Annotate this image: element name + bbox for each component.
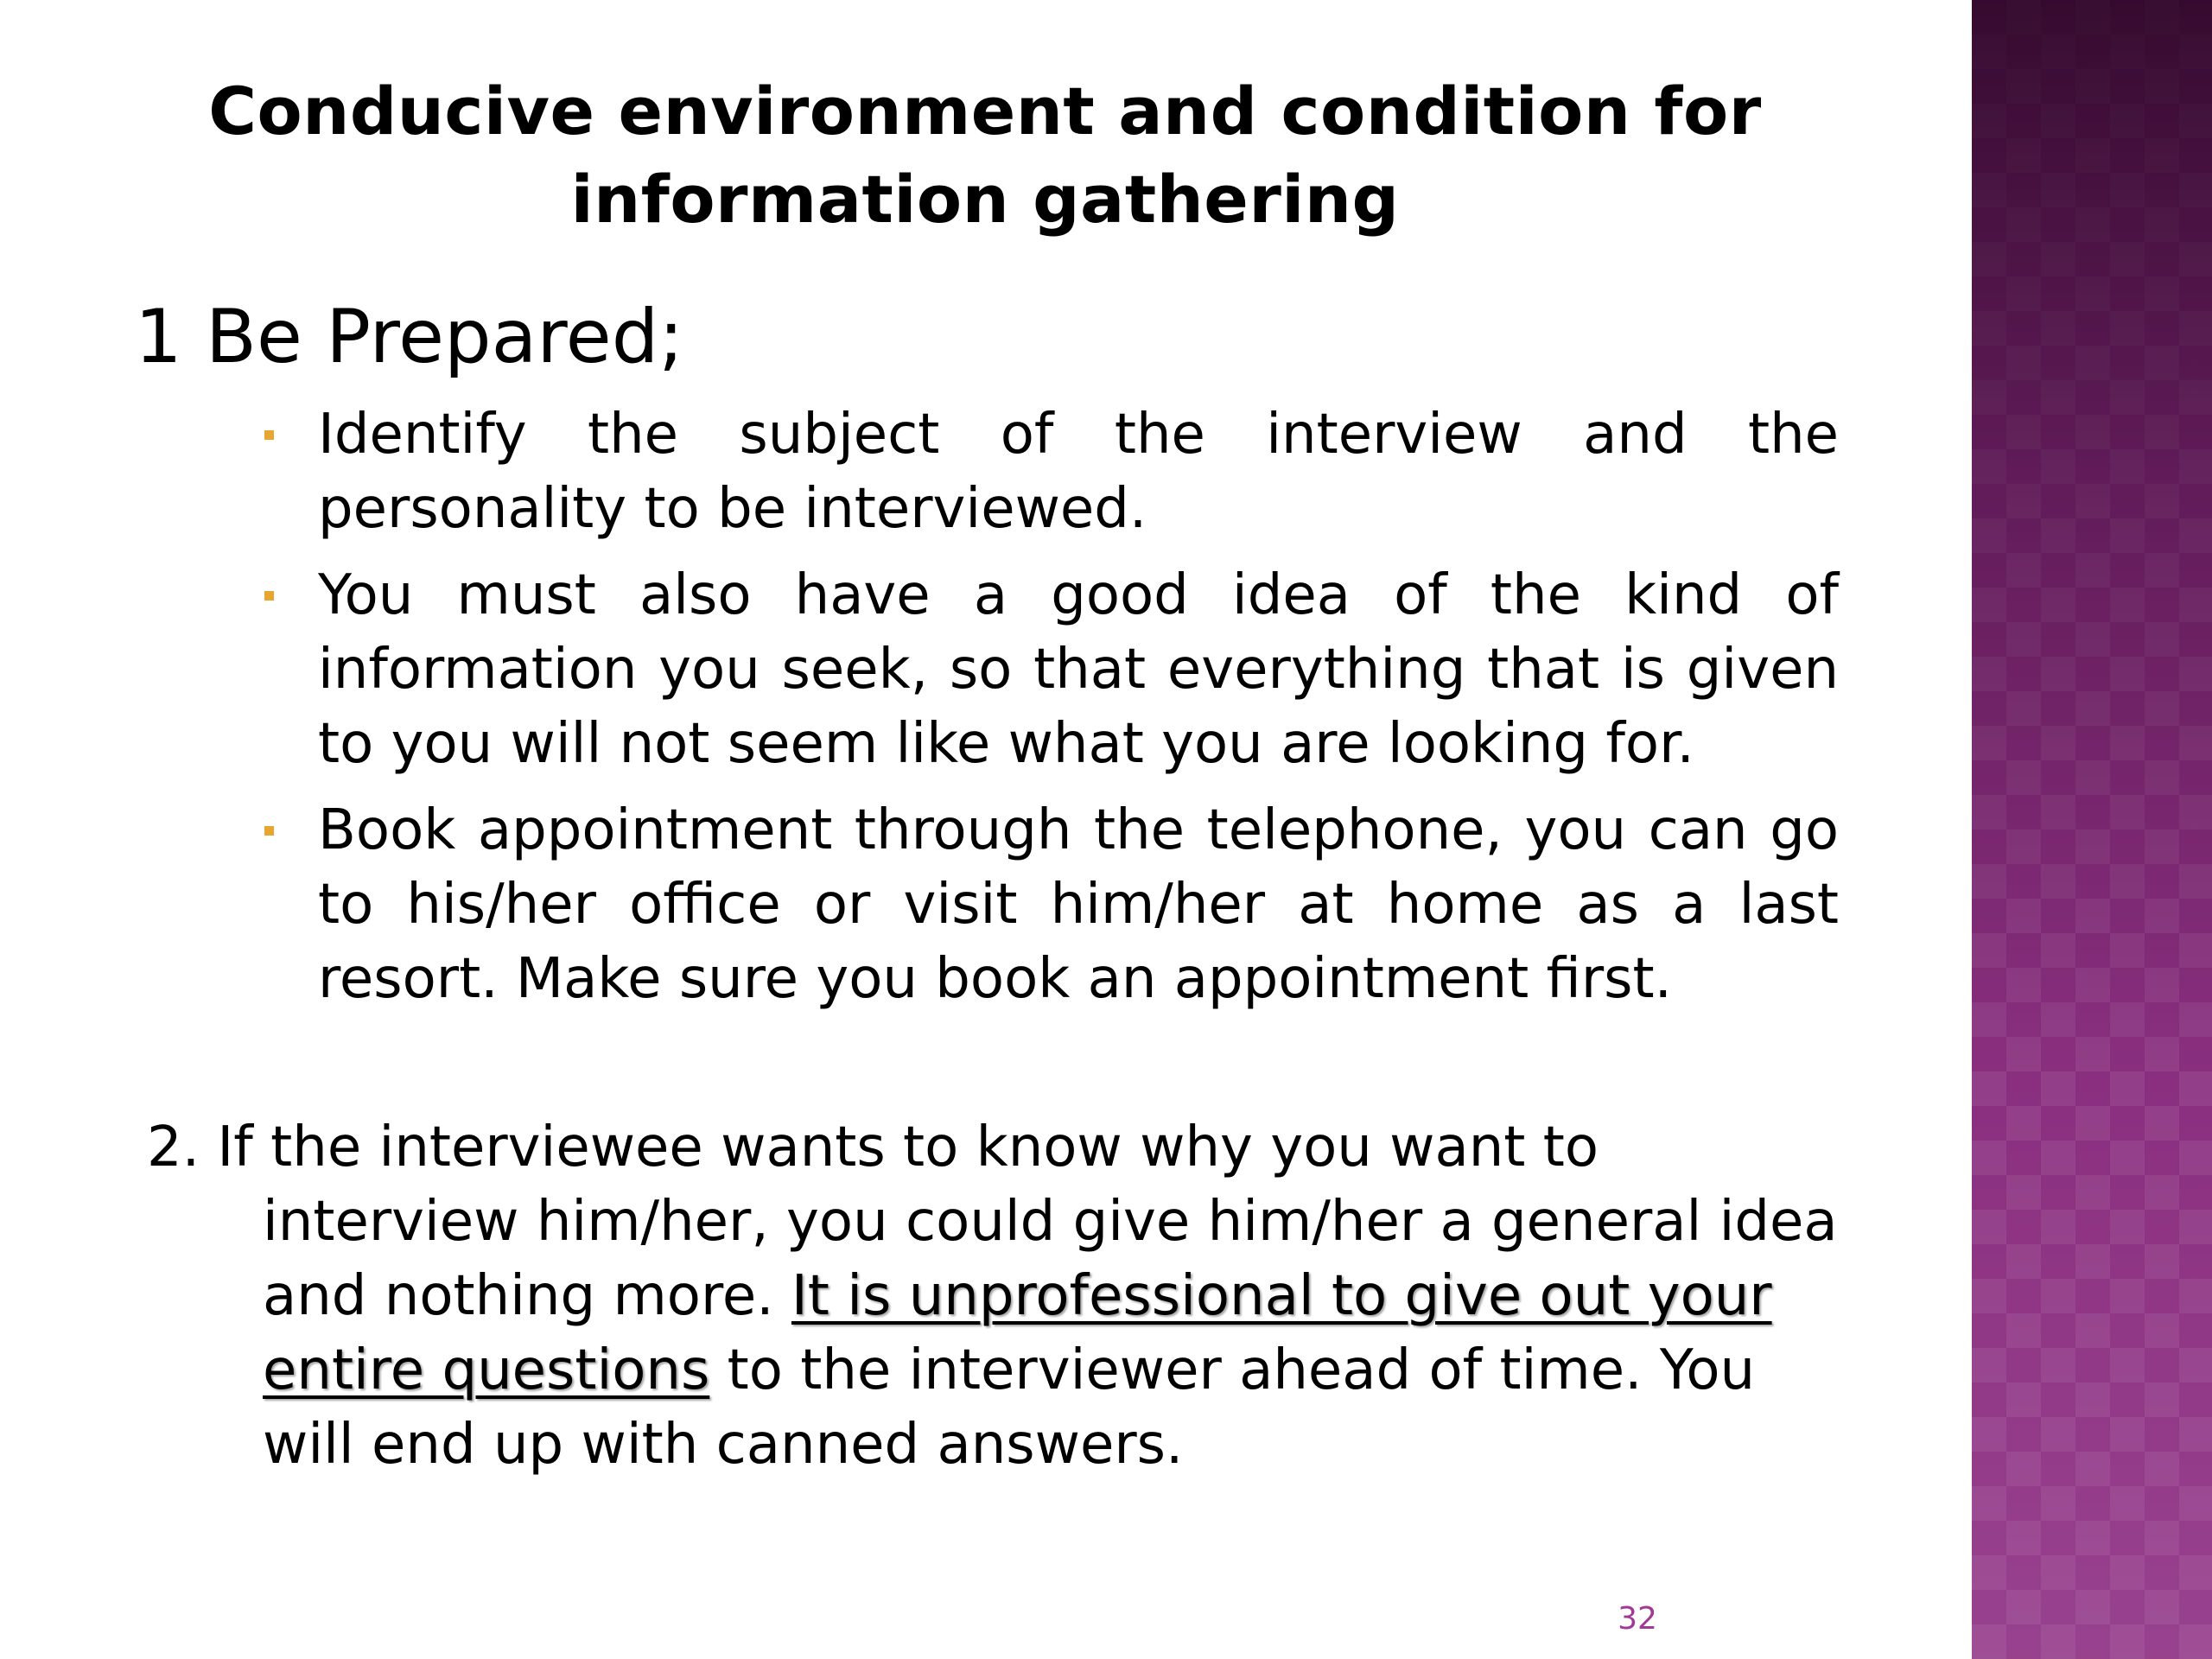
title-line-1: Conducive environment and condition for: [208, 73, 1762, 149]
section-2-paragraph: [147, 1110, 1840, 1482]
bullet-list: [259, 397, 1839, 1028]
square-bullet-icon: [264, 430, 274, 440]
slide-title: [138, 67, 1832, 244]
section-2-text-before: idea and nothing more.: [263, 1190, 1838, 1328]
bullet-item: [259, 793, 1839, 1016]
square-bullet-icon: [264, 591, 274, 601]
bullet-text: You must also have a good idea of the kind of information you seek, so that everything that is given to you will not seem like what you are looking for.: [318, 563, 1839, 776]
bullet-text: Identify the subject of the interview and the personality to be interviewed.: [318, 403, 1839, 541]
section-2-text-after: to the interviewer ahead of time. You will end up with canned answers.: [263, 1338, 1756, 1477]
section-1-heading: 1 Be Prepared;: [135, 294, 684, 380]
page-number: 32: [1618, 1601, 1657, 1637]
bullet-item: [259, 558, 1839, 781]
section-2-line-2: interview him/her, you could give him/her a general: [263, 1190, 1702, 1254]
section-2-body: [147, 1185, 1840, 1482]
title-line-2: information gathering: [570, 161, 1400, 238]
section-2-underlined-text: It is unprofessional to give out your entire questions: [263, 1264, 1772, 1402]
square-bullet-icon: [264, 826, 274, 836]
bullet-text: Book appointment through the telephone, you can go to his/her office or visit him/her at home as a last resort. Make sure you book an appointment first.: [318, 798, 1839, 1011]
bullet-item: [259, 397, 1839, 546]
decorative-side-band: [1972, 0, 2212, 1659]
section-2-line-1: 2. If the interviewee wants to know why you want to: [147, 1116, 1599, 1179]
